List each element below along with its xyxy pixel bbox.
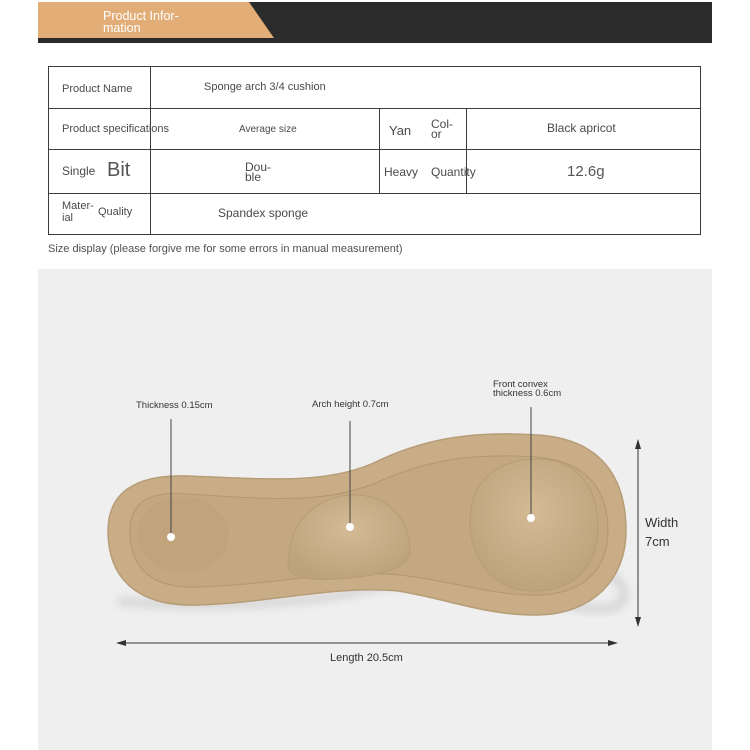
product-spec-table xyxy=(48,66,701,235)
spec-label-cell xyxy=(49,109,169,150)
bit-label: Bit xyxy=(107,159,131,181)
quantity-label: Quantity xyxy=(431,165,476,179)
double-line1: Dou- xyxy=(245,160,272,174)
arch-marker xyxy=(346,523,354,531)
product-name-value: Sponge arch 3/4 cushion xyxy=(204,81,326,93)
product-name-label-cell xyxy=(49,67,151,109)
length-arrow-head-right xyxy=(608,640,618,646)
width-arrow-head-top xyxy=(635,439,641,449)
thickness-note: Thickness 0.15cm xyxy=(136,400,213,411)
double-line2: ble xyxy=(245,170,262,184)
material-value-cell xyxy=(151,194,701,235)
double-cell xyxy=(151,150,380,194)
single-bit-cell xyxy=(49,150,151,194)
material-line2: ial xyxy=(62,212,74,224)
arch-note: Arch height 0.7cm xyxy=(312,399,389,410)
heavy-label: Heavy xyxy=(384,165,419,179)
color-value-cell xyxy=(467,109,701,150)
material-line1: Mater- xyxy=(62,200,94,212)
table-row xyxy=(49,194,701,235)
width-arrow-head-bottom xyxy=(635,617,641,627)
heel-cup xyxy=(137,497,229,573)
product-name-value-cell xyxy=(151,67,701,109)
color-label-cell xyxy=(380,109,467,150)
material-label-cell xyxy=(49,194,151,235)
table-row xyxy=(49,67,701,109)
material-value: Spandex sponge xyxy=(218,206,309,220)
table-row xyxy=(49,150,701,194)
color-label-b2: or xyxy=(431,127,442,141)
color-label-b1: Col- xyxy=(431,117,454,131)
double-label xyxy=(245,162,271,182)
length-label: Length 20.5cm xyxy=(330,652,403,664)
insole-figure xyxy=(38,269,712,750)
header-title-line1: Product Infor- xyxy=(103,9,179,23)
header-title-line2: mation xyxy=(103,21,141,35)
single-label: Single xyxy=(62,164,96,178)
width-label-line1: Width xyxy=(645,515,679,530)
weight-value-cell xyxy=(467,150,701,194)
table-row xyxy=(49,109,701,150)
color-value: Black apricot xyxy=(547,121,616,135)
material-label xyxy=(62,201,94,223)
spec-value-cell xyxy=(151,109,380,150)
front-note-line1: Front convex xyxy=(493,379,548,390)
length-arrow-head-left xyxy=(116,640,126,646)
front-marker xyxy=(527,514,535,522)
header-title xyxy=(103,10,203,34)
thickness-marker xyxy=(167,533,175,541)
weight-value: 12.6g xyxy=(567,163,605,180)
product-name-label: Product Name xyxy=(62,83,133,95)
spec-label: Product specifications xyxy=(62,123,169,135)
insole-illustration xyxy=(38,269,712,750)
color-label-a: Yan xyxy=(389,123,412,138)
size-caption: Size display (please forgive me for some errors in manual measurement) xyxy=(48,243,403,255)
width-label-line2: 7cm xyxy=(645,534,670,549)
quality-label: Quality xyxy=(98,206,133,218)
color-label-b xyxy=(431,119,453,139)
width-label xyxy=(645,513,705,551)
weight-label-cell xyxy=(380,150,476,194)
front-note xyxy=(493,380,561,398)
front-convex-pad xyxy=(470,459,598,591)
spec-value: Average size xyxy=(239,124,297,135)
front-note-line2: thickness 0.6cm xyxy=(493,388,562,399)
